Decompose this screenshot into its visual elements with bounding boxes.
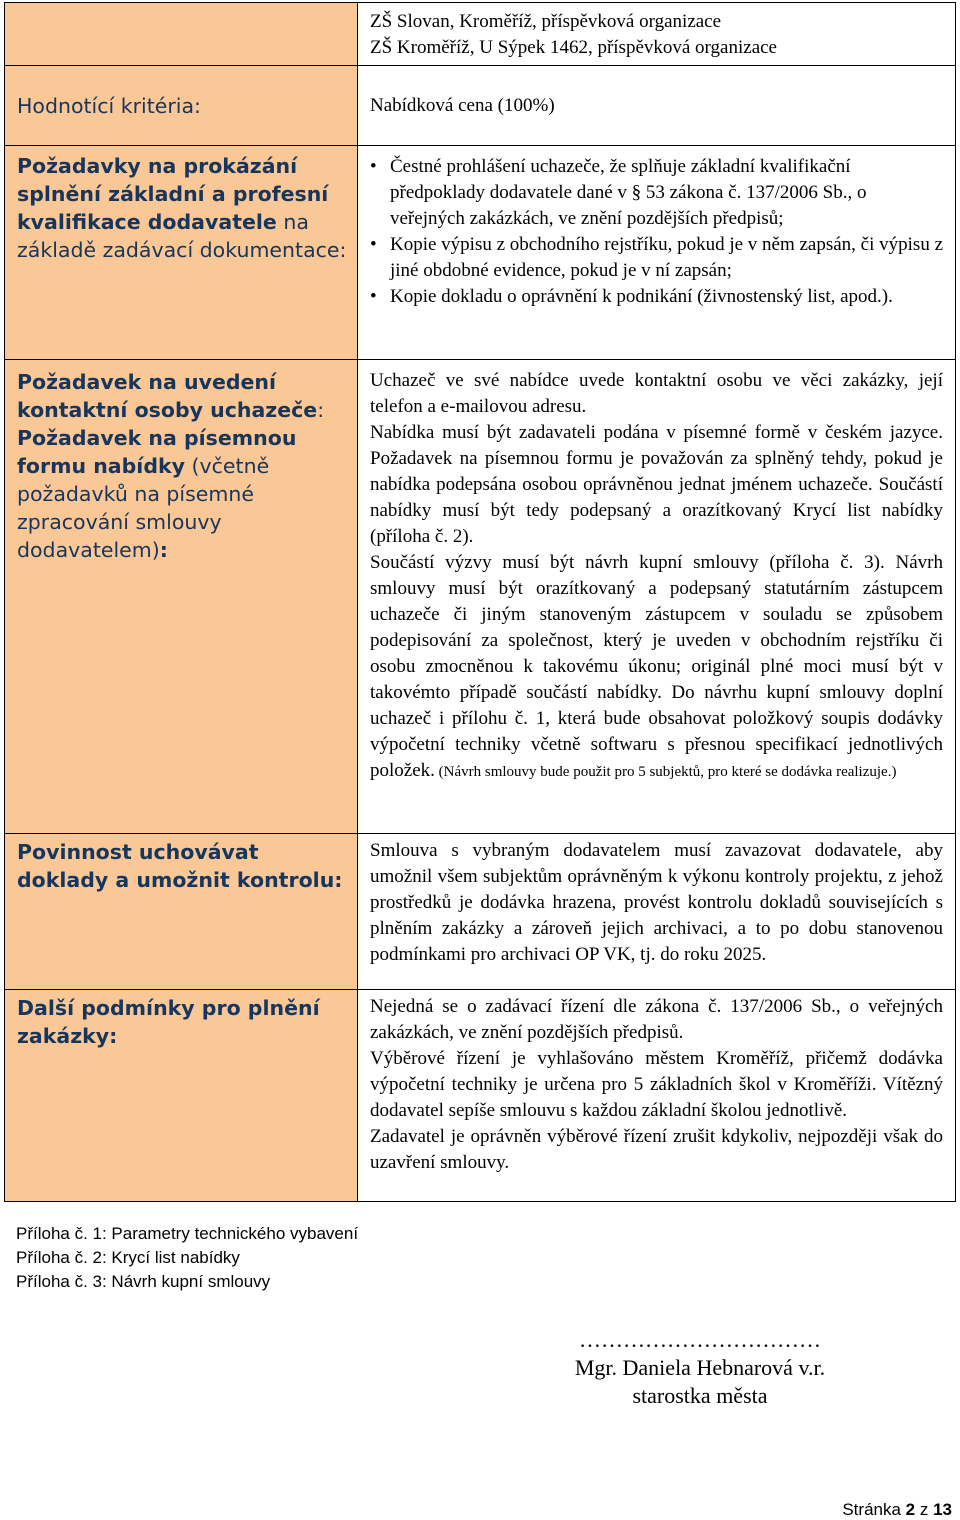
qualification-item-3: • Kopie dokladu o oprávnění k podnikání (živnostenský list, apod.). xyxy=(390,284,943,310)
qualification-label xyxy=(5,146,358,360)
qualification-item-1: • Čestné prohlášení uchazeče, že splňuje základní kvalifikační předpoklady dodavatele dané v § 53 zákona č. 137/2006 Sb., o veřejných zakázkách, ve znění pozdějších předpisů; xyxy=(390,154,943,232)
contact-paragraph: Uchazeč ve své nabídce uvede kontaktní osobu ve věci zakázky, její telefon a e-mailovou adresu. xyxy=(370,370,943,417)
retention-paragraph: Smlouva s vybraným dodavatelem musí zavazovat dodavatele, aby umožnil všem subjektům oprávněným k výkonu kontroly projektu, z jehož prostředků je dodávka hrazena, provést kontrolu dokladů souvisejících s plněním zakázky a zároveň jejich archivaci, a to po dobu stanovenou podmínkami pro archivaci OP VK, tj. do roku 2025. xyxy=(370,840,943,965)
attachment-2: Příloha č. 2: Krycí list nabídky xyxy=(16,1248,240,1267)
signature-role: starostka města xyxy=(632,1383,768,1408)
criteria-label-text: Hodnotící kritéria: xyxy=(17,93,201,118)
written-form-paragraph: Nabídka musí být zadavateli podána v písemné formě v českém jazyce. Požadavek na písemnou formu je považován za splněný tehdy, pokud je nabídka podepsána osobou oprávněnou jednat jménem uchazeče. Součástí nabídky musí být tedy podepsaný a orazítkovaný Krycí list nabídky (příloha č. 2). xyxy=(370,422,943,547)
signature-block xyxy=(520,1326,880,1410)
contact-person-label: Požadavek na uvedení kontaktní osoby uchazeče: xyxy=(17,370,325,422)
header-label-cell xyxy=(5,3,358,66)
page-number: Stránka 2 z 13 xyxy=(842,1500,952,1519)
header-line-2: ZŠ Kroměříž, U Sýpek 1462, příspěvková organizace xyxy=(370,37,777,58)
retention-value xyxy=(358,834,956,990)
contact-form-label xyxy=(5,360,358,834)
attachment-1: Příloha č. 1: Parametry technického vybavení xyxy=(16,1224,359,1243)
qualification-label-rest: na základě zadávací dokumentace: xyxy=(17,210,347,262)
contract-note: (Návrh smlouvy bude použit pro 5 subjektů, pro které se dodávka realizuje.) xyxy=(434,764,897,780)
qualification-value xyxy=(358,146,956,360)
qualification-item-2: • Kopie výpisu z obchodního rejstříku, pokud je v něm zapsán, či výpisu z jiné obdobné evidence, pokud je v ní zapsán; xyxy=(390,232,943,284)
header-line-1: ZŠ Slovan, Kroměříž, příspěvková organizace xyxy=(370,11,722,32)
header-cell xyxy=(358,3,956,66)
written-form-label: Požadavek na písemnou formu nabídky (včetně požadavků na písemné zpracování smlouvy dodavatelem): xyxy=(17,426,297,562)
other-paragraph-3: Zadavatel je oprávněn výběrové řízení zrušit kdykoliv, nejpozději však do uzavření smlouvy. xyxy=(370,1126,943,1173)
attachments-list xyxy=(16,1222,358,1294)
other-paragraph-2: Výběrové řízení je vyhlašováno městem Kroměříž, přičemž dodávka výpočetní techniky je určena pro 5 základních škol v Kroměříži. Vítězný dodavatel sepíše smlouvu s každou základní školou jednotlivě. xyxy=(370,1048,943,1121)
other-paragraph-1: Nejedná se o zadávací řízení dle zákona č. 137/2006 Sb., o veřejných zakázkách, ve znění pozdějších předpisů. xyxy=(370,996,943,1043)
contract-paragraph: Součástí výzvy musí být návrh kupní smlouvy (příloha č. 3). Návrh smlouvy musí být orazítkovaný a podepsaný statutárním zástupcem uchazeče či jiným stanoveným zástupcem v souladu se způsobem podepisování za společnost, který je uveden v obchodním rejstříku či osobu zmocněnou k takovému úkonu; originál plné moci musí být v takovémto případě součástí nabídky. Do návrhu kupní smlouvy doplní uchazeč i přílohu č. 1, která bude obsahovat položkový soupis dodávky výpočetní techniky včetně softwaru s přesnou specifikací jednotlivých položek. (Návrh smlouvy bude použit pro 5 subjektů, pro které se dodávka realizuje.) xyxy=(370,552,943,781)
retention-label xyxy=(5,834,358,990)
criteria-label xyxy=(5,66,358,146)
signature-name: Mgr. Daniela Hebnarová v.r. xyxy=(574,1355,826,1380)
other-label-text: Další podmínky pro plnění zakázky: xyxy=(17,996,320,1048)
signature-line: …………………………… xyxy=(579,1327,821,1352)
attachment-3: Příloha č. 3: Návrh kupní smlouvy xyxy=(16,1272,271,1291)
criteria-value-text: Nabídková cena (100%) xyxy=(370,94,555,116)
qualification-list xyxy=(370,154,943,310)
qualification-label-bold: Požadavky na prokázání splnění základní a profesní kvalifikace dodavatele xyxy=(17,154,329,234)
retention-label-text: Povinnost uchovávat doklady a umožnit kontrolu: xyxy=(17,840,343,892)
criteria-value xyxy=(358,66,956,146)
other-value xyxy=(358,990,956,1202)
criteria-table xyxy=(4,2,956,1202)
contact-form-value xyxy=(358,360,956,834)
other-label xyxy=(5,990,358,1202)
